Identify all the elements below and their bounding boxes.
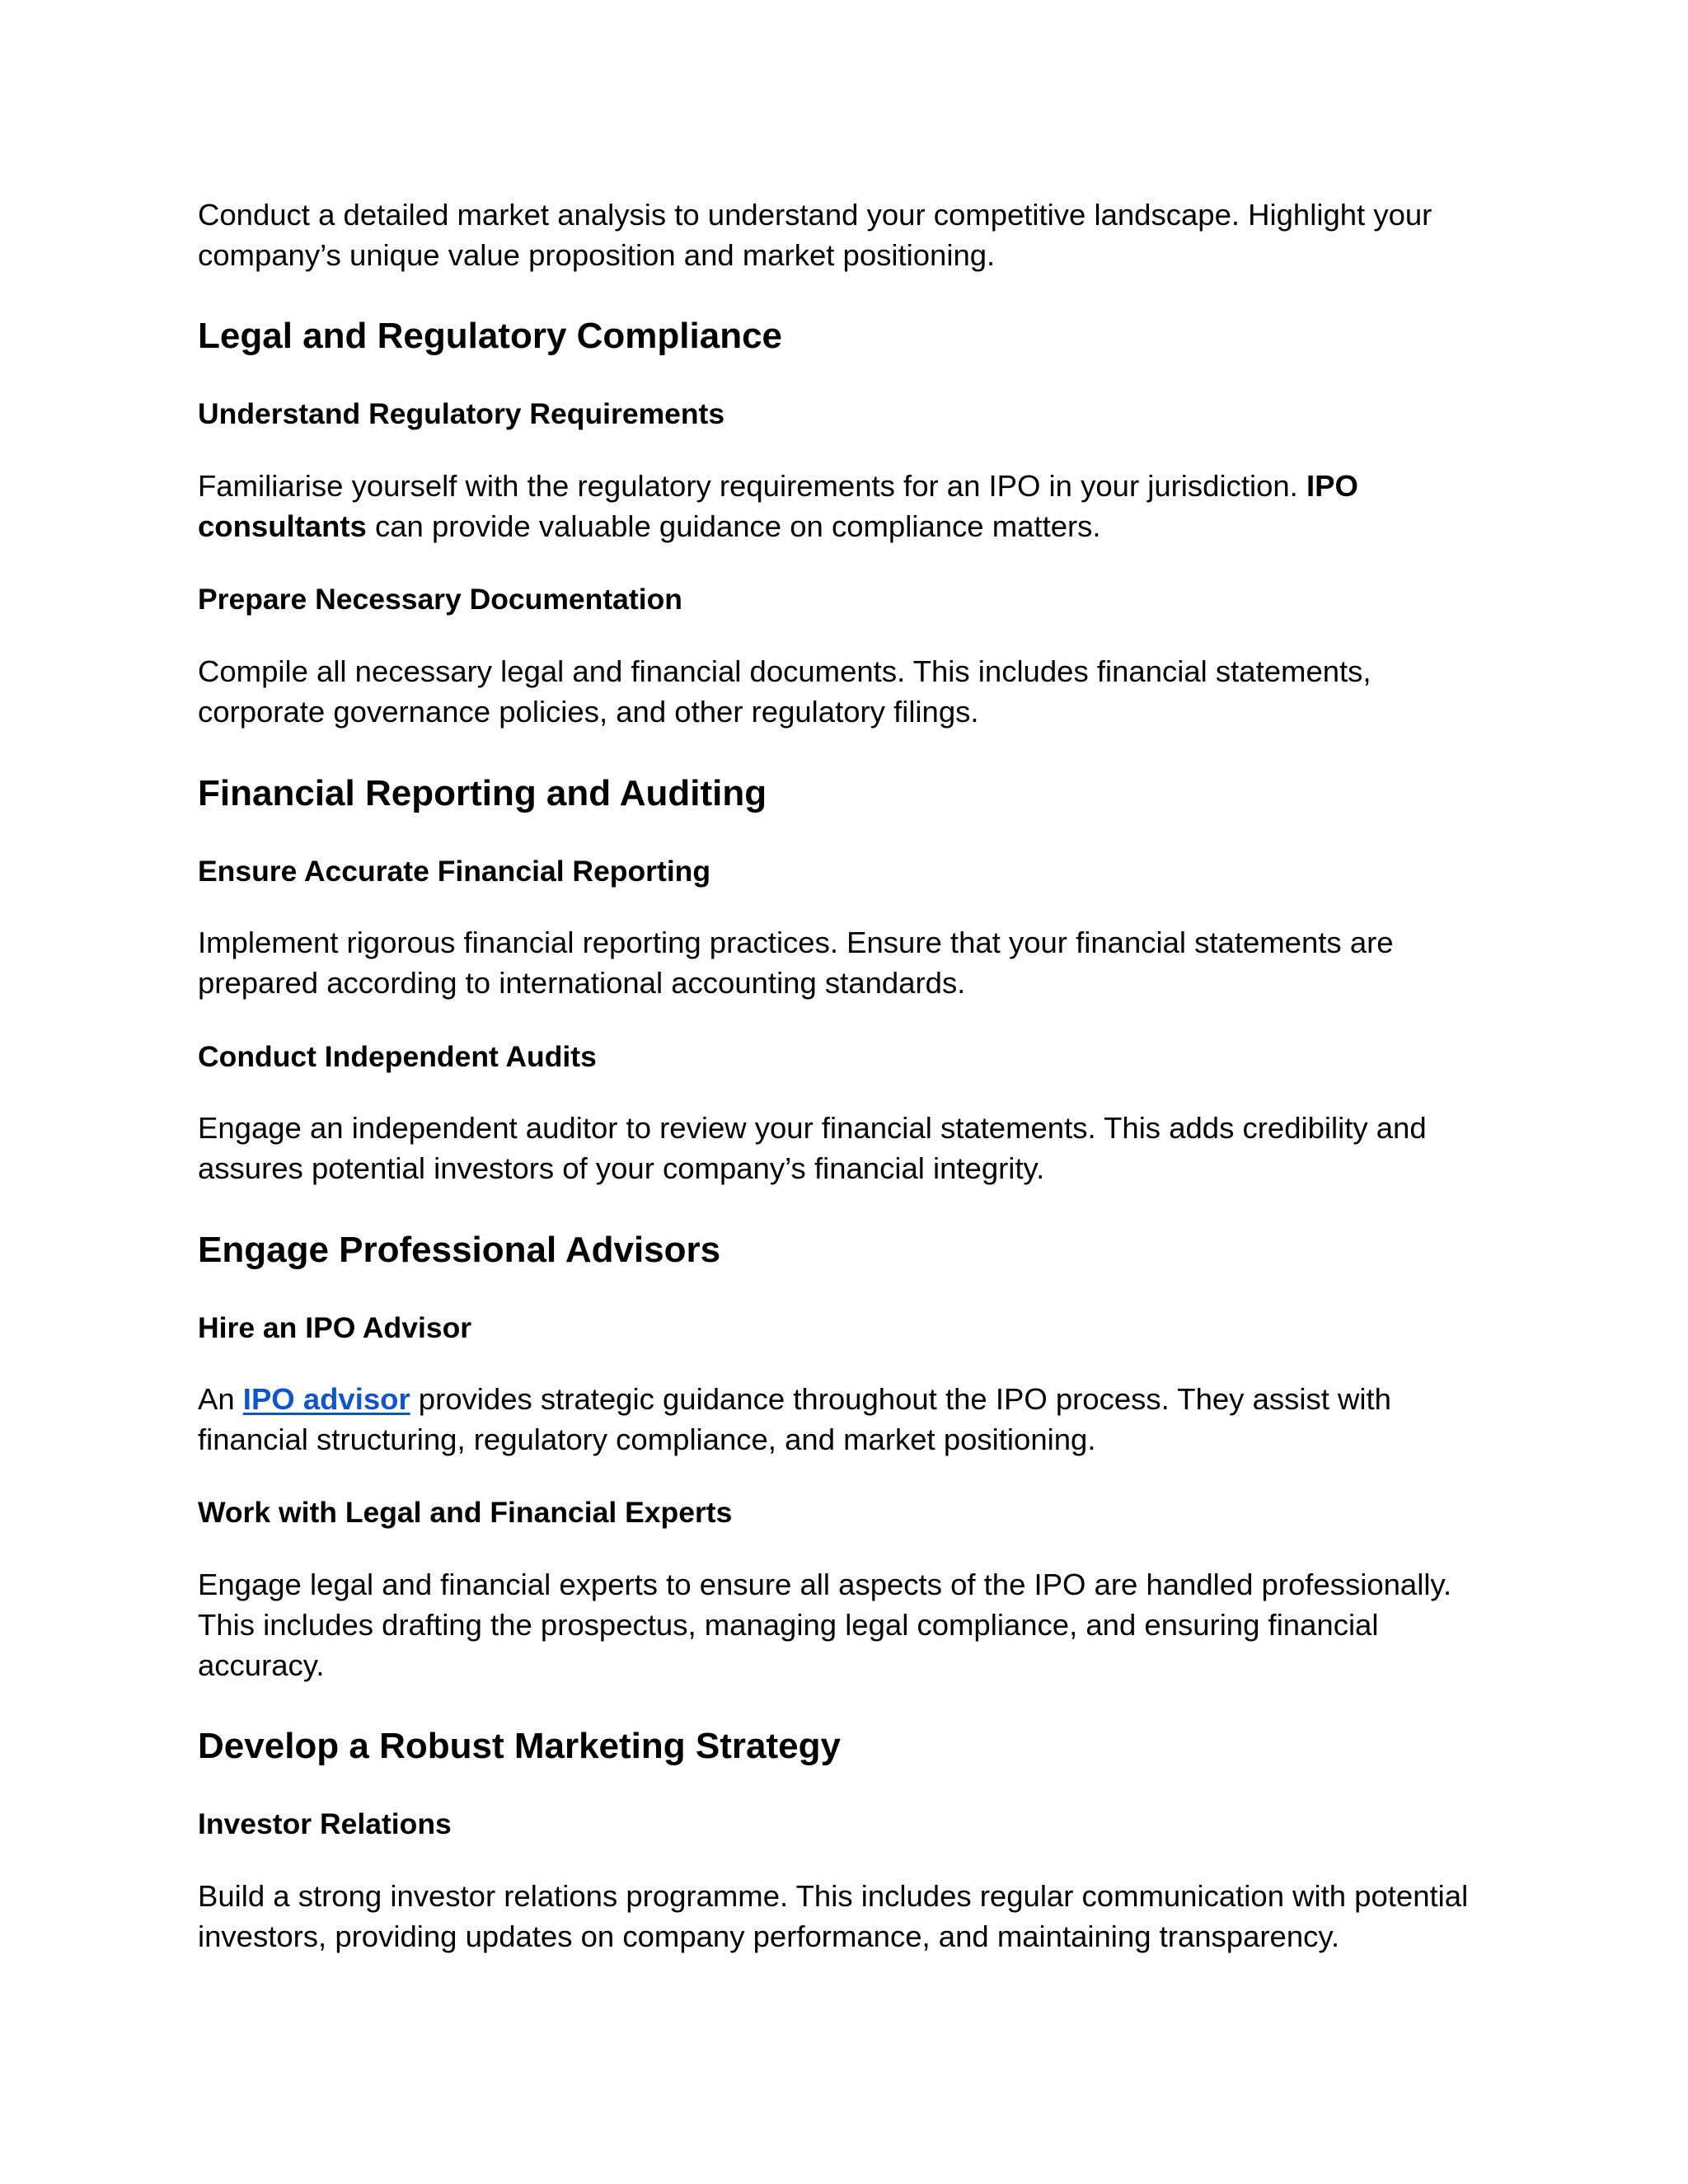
documentation-line-1: Compile all necessary legal and financial documents. This includes financial statements, [198, 654, 1372, 688]
marketing-heading: Develop a Robust Marketing Strategy [198, 1726, 841, 1766]
investor-relations-line-2: investors, providing updates on company performance, and maintaining transparency. [198, 1919, 1340, 1953]
experts-line-3: accuracy. [198, 1648, 325, 1682]
legal-heading: Legal and Regulatory Compliance [198, 316, 783, 356]
reporting-line-2: prepared according to international accounting standards. [198, 966, 966, 1000]
audits-paragraph [198, 1108, 1427, 1188]
financial-reporting-paragraph [198, 922, 1394, 1003]
investor-relations-paragraph [198, 1876, 1468, 1957]
understand-line-2 [198, 506, 1358, 546]
investor-relations-line-1: Build a strong investor relations programme. This includes regular communication with potential [198, 1879, 1469, 1913]
intro-paragraph [198, 194, 1432, 275]
ipo-advisor-link[interactable]: IPO advisor [242, 1382, 410, 1416]
understand-requirements-heading: Understand Regulatory Requirements [198, 397, 725, 430]
ipo-advisor-line-1 [198, 1379, 1391, 1419]
ipo-advisor-line-2: financial structuring, regulatory compliance, and market positioning. [198, 1422, 1096, 1456]
advisors-heading: Engage Professional Advisors [198, 1230, 721, 1270]
financial-heading: Financial Reporting and Auditing [198, 773, 767, 813]
investor-relations-heading: Investor Relations [198, 1807, 452, 1840]
ipo-bold-text: IPO [1306, 469, 1358, 503]
understand-requirements-paragraph [198, 466, 1358, 546]
consultants-bold-text: consultants [198, 509, 367, 543]
intro-line-1: Conduct a detailed market analysis to understand your competitive landscape. Highlight your [198, 198, 1432, 232]
documentation-heading: Prepare Necessary Documentation [198, 583, 682, 616]
audits-line-2: assures potential investors of your company’s financial integrity. [198, 1151, 1045, 1185]
ipo-advisor-suffix: provides strategic guidance throughout the IPO process. They assist with [410, 1382, 1391, 1416]
documentation-line-2: corporate governance policies, and other regulatory filings. [198, 695, 979, 729]
experts-paragraph [198, 1564, 1451, 1685]
experts-heading: Work with Legal and Financial Experts [198, 1496, 733, 1529]
financial-reporting-heading: Ensure Accurate Financial Reporting [198, 855, 711, 888]
experts-line-1: Engage legal and financial experts to ensure all aspects of the IPO are handled professionally. [198, 1568, 1452, 1601]
ipo-advisor-paragraph [198, 1379, 1391, 1460]
audits-line-1: Engage an independent auditor to review your financial statements. This adds credibility and [198, 1111, 1427, 1145]
ipo-advisor-prefix: An [198, 1382, 243, 1416]
intro-line-2: company’s unique value proposition and market positioning. [198, 238, 996, 272]
experts-line-2: This includes drafting the prospectus, managing legal compliance, and ensuring financial [198, 1608, 1379, 1642]
understand-line-2-text: can provide valuable guidance on compliance matters. [366, 509, 1101, 543]
reporting-line-1: Implement rigorous financial reporting practices. Ensure that your financial statements are [198, 926, 1394, 959]
audits-heading: Conduct Independent Audits [198, 1040, 597, 1073]
understand-line-1-text: Familiarise yourself with the regulatory requirements for an IPO in your jurisdiction. [198, 469, 1306, 503]
documentation-paragraph [198, 651, 1372, 732]
hire-ipo-advisor-heading: Hire an IPO Advisor [198, 1311, 472, 1344]
understand-line-1 [198, 466, 1358, 506]
